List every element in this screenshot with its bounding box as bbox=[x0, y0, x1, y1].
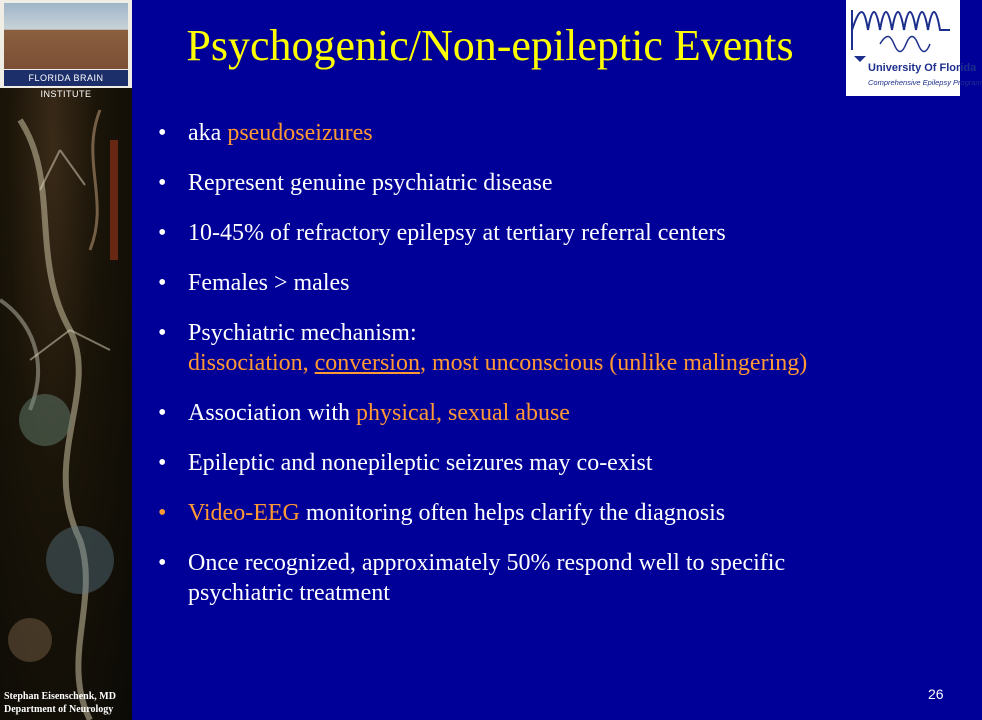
bullet-text: Represent genuine psychiatric disease bbox=[188, 170, 553, 196]
bullet-dot: • bbox=[158, 120, 167, 146]
bullet-text: Epileptic and nonepileptic seizures may co-exist bbox=[188, 450, 653, 476]
bullet-highlight: dissociation, bbox=[188, 350, 315, 376]
eeg-waveform-icon bbox=[846, 0, 960, 62]
decorative-side-panel bbox=[0, 0, 132, 720]
bullet-dot: • bbox=[158, 170, 167, 196]
bullet-highlight: Video-EEG bbox=[188, 500, 300, 526]
bullet-text: aka bbox=[188, 120, 228, 146]
author-department: Department of Neurology bbox=[4, 704, 114, 715]
uf-program-name: Comprehensive Epilepsy Program bbox=[868, 78, 982, 87]
bullet-item bbox=[158, 498, 848, 528]
building-photo bbox=[4, 3, 128, 69]
bullet-item bbox=[158, 398, 848, 428]
bullet-dot: • bbox=[158, 320, 167, 346]
bullet-list bbox=[158, 118, 848, 628]
bullet-item bbox=[158, 218, 848, 248]
bullet-item bbox=[158, 168, 848, 198]
page-number: 26 bbox=[928, 686, 944, 702]
bullet-item bbox=[158, 548, 848, 608]
neuron-artwork bbox=[0, 0, 132, 720]
bullet-item bbox=[158, 448, 848, 478]
uf-name: University Of Florida bbox=[868, 62, 977, 74]
bullet-item bbox=[158, 318, 848, 378]
bullet-text: monitoring often helps clarify the diagnosis bbox=[299, 500, 726, 526]
bullet-text: Once recognized, approximately 50% respond well to specific psychiatric treatment bbox=[188, 550, 786, 606]
bullet-highlight: , most unconscious (unlike malingering) bbox=[419, 350, 808, 376]
brain-institute-caption: FLORIDA BRAIN INSTITUTE bbox=[4, 70, 128, 86]
bullet-item bbox=[158, 118, 848, 148]
bullet-text: Association with bbox=[188, 400, 356, 426]
uf-epilepsy-program-logo bbox=[846, 0, 982, 96]
bullet-dot: • bbox=[158, 220, 167, 246]
bullet-dot: • bbox=[158, 550, 167, 576]
bullet-highlight-underlined: conversion bbox=[314, 350, 420, 376]
author-footer bbox=[4, 690, 116, 716]
bullet-highlight: physical, sexual abuse bbox=[356, 400, 570, 426]
bullet-item bbox=[158, 268, 848, 298]
bullet-dot: • bbox=[158, 500, 167, 526]
bullet-dot: • bbox=[158, 400, 167, 426]
slide-title: Psychogenic/Non-epileptic Events bbox=[186, 21, 794, 70]
author-name: Stephan Eisenschenk, MD bbox=[4, 691, 116, 702]
bullet-dot: • bbox=[158, 270, 167, 296]
bullet-text: Females > males bbox=[188, 270, 350, 296]
bullet-text: Psychiatric mechanism: bbox=[188, 320, 417, 346]
bullet-dot: • bbox=[158, 450, 167, 476]
bullet-text: 10-45% of refractory epilepsy at tertiary referral centers bbox=[188, 220, 726, 246]
bullet-highlight: pseudoseizures bbox=[227, 120, 373, 146]
brain-institute-logo bbox=[0, 0, 132, 99]
